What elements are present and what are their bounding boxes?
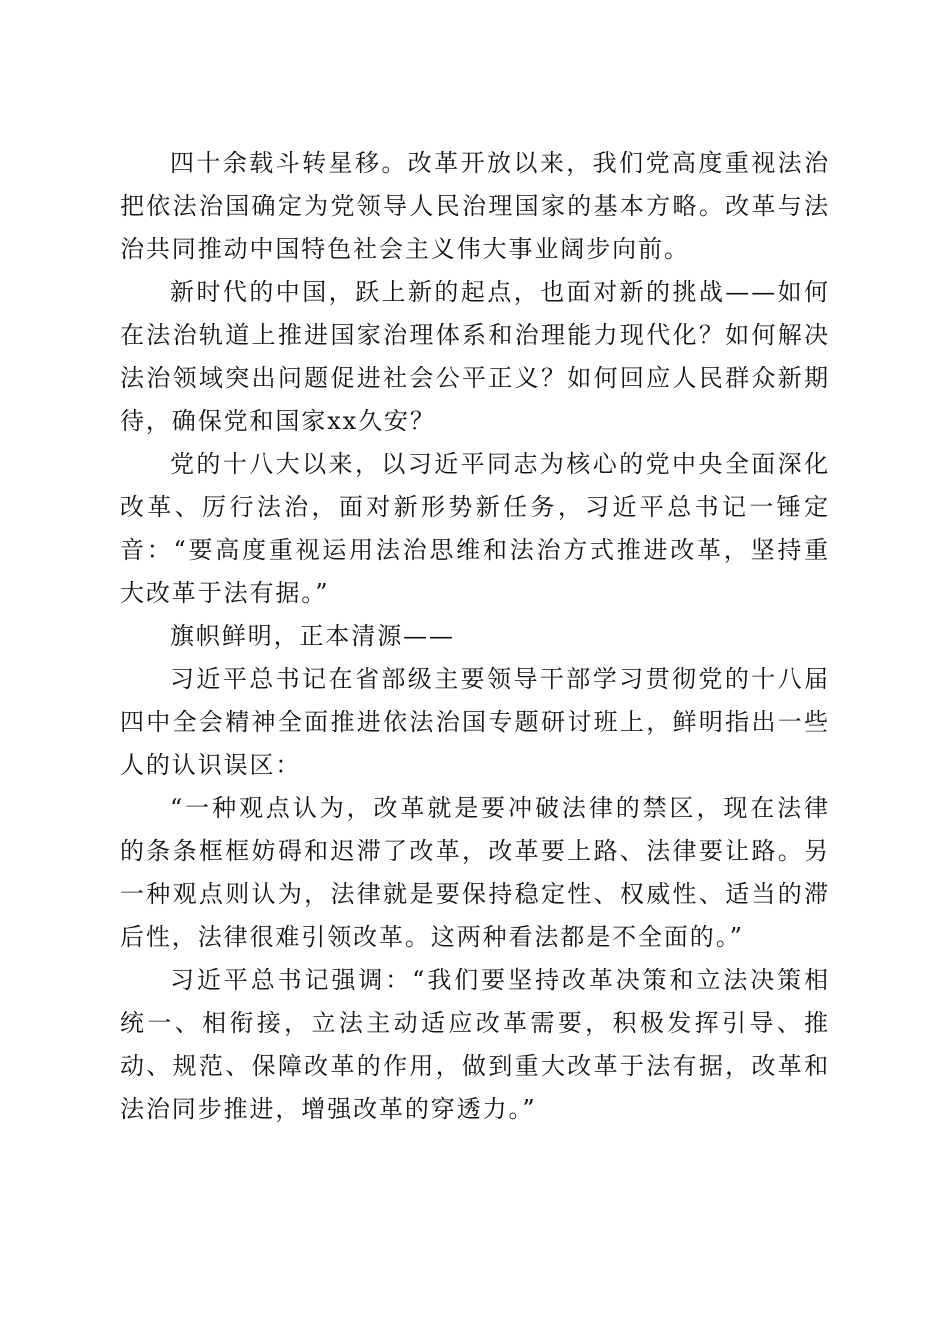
paragraph-4: 旗帜鲜明，正本清源——	[170, 622, 455, 650]
document-body	[120, 142, 830, 1131]
paragraph-7: 习近平总书记强调：“我们要坚持改革决策和立法决策相统一、相衔接，立法主动适应改革需要，积极发挥引导、推动、规范、保障改革的作用，做到重大改革于法有据，改革和法治同步推进，增强改革的穿透力。”	[120, 966, 830, 1123]
paragraph-3: 党的十八大以来，以习近平同志为核心的党中央全面深化改革、厉行法治，面对新形势新任务，习近平总书记一锤定音：“要高度重视运用法治思维和法治方式推进改革，坚持重大改革于法有据。”	[120, 450, 830, 607]
paragraph-6: “一种观点认为，改革就是要冲破法律的禁区，现在法律的条条框框妨碍和迟滞了改革，改革要上路、法律要让路。另一种观点则认为，法律就是要保持稳定性、权威性、适当的滞后性，法律很难引领改革。这两种看法都是不全面的。”	[120, 794, 830, 951]
paragraph-2: 新时代的中国，跃上新的起点，也面对新的挑战——如何在法治轨道上推进国家治理体系和治理能力现代化？如何解决法治领域突出问题促进社会公平正义？如何回应人民群众新期待，确保党和国家xx久安？	[120, 278, 830, 435]
paragraph-1: 四十余载斗转星移。改革开放以来，我们党高度重视法治把依法治国确定为党领导人民治理国家的基本方略。改革与法治共同推动中国特色社会主义伟大事业阔步向前。	[120, 149, 830, 263]
paragraph-5: 习近平总书记在省部级主要领导干部学习贯彻党的十八届四中全会精神全面推进依法治国专题研讨班上，鲜明指出一些人的认识误区：	[120, 665, 830, 779]
